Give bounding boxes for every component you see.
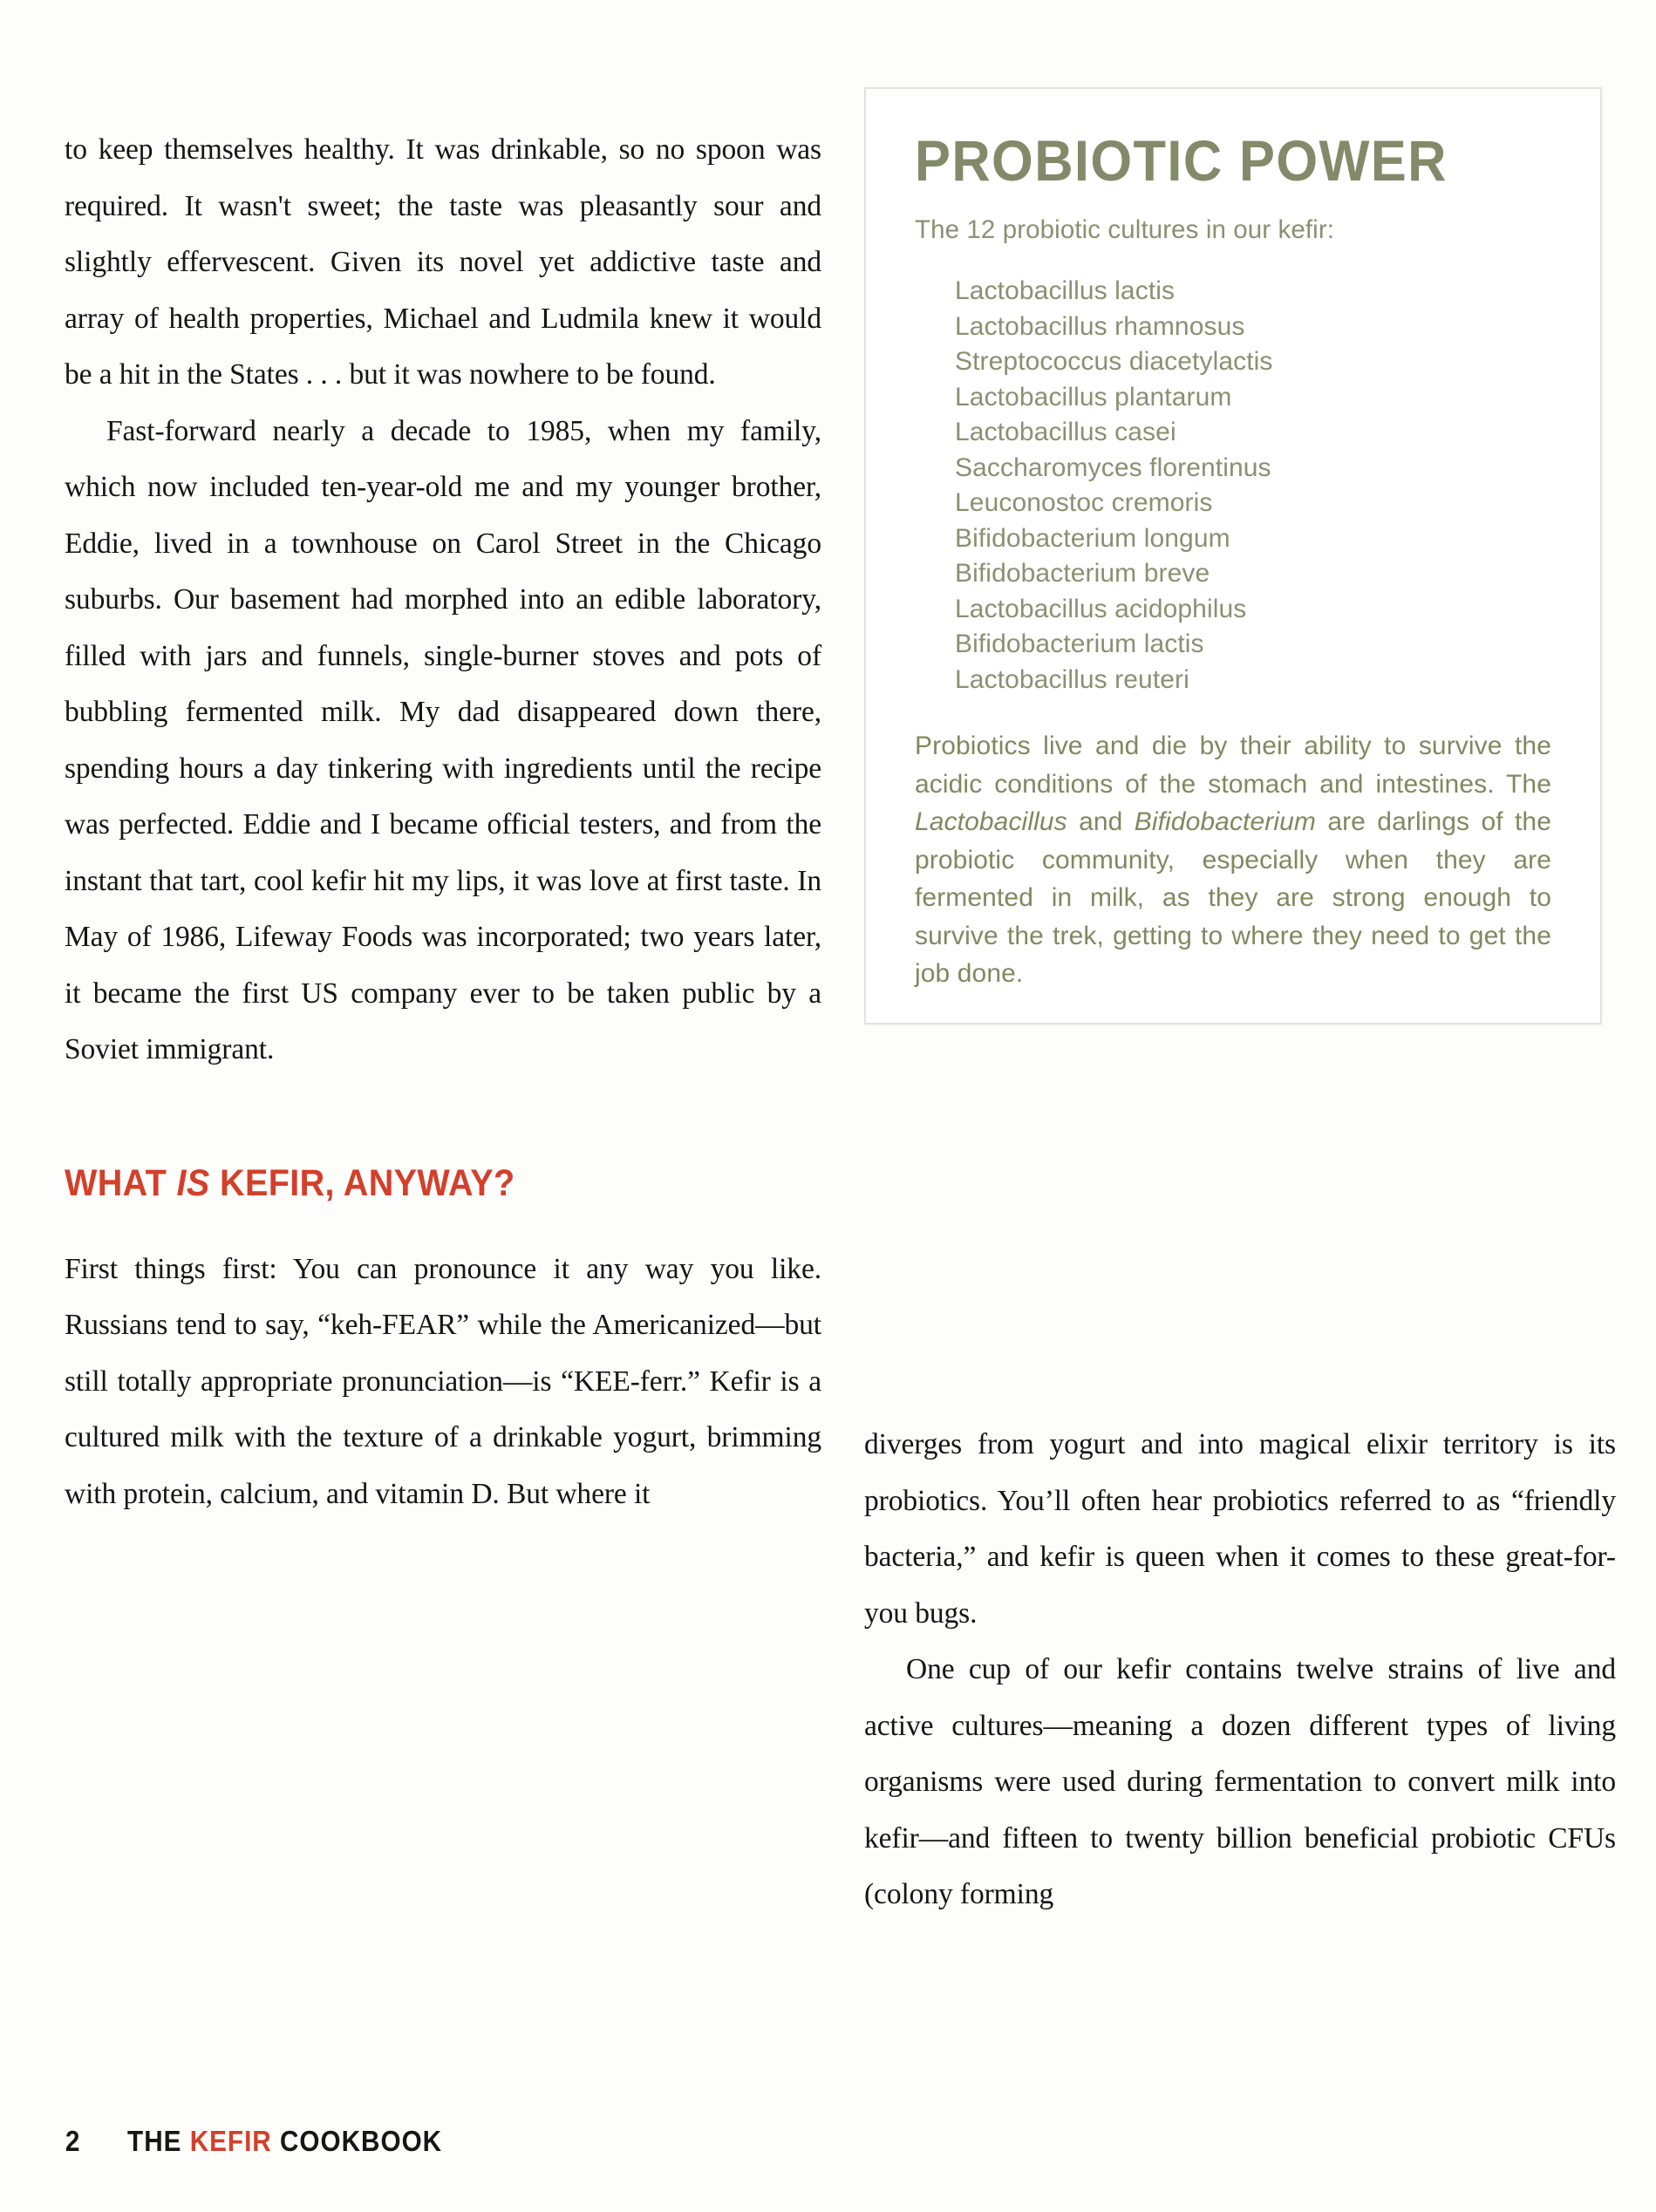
note-italic-bifidobacterium: Bifidobacterium bbox=[1134, 807, 1316, 836]
note-part-1: Probiotics live and die by their ability to survive the acidic conditions of the stomach and intestines. The bbox=[915, 732, 1551, 799]
list-item: Bifidobacterium breve bbox=[955, 559, 1210, 588]
list-item: Lactobacillus plantarum bbox=[955, 382, 1232, 412]
list-item: Lactobacillus reuteri bbox=[955, 664, 1189, 694]
page-footer bbox=[65, 2125, 460, 2158]
page-number: 2 bbox=[65, 2125, 80, 2157]
sidebar-title: PROBIOTIC POWER bbox=[915, 128, 1448, 193]
note-part-2: and bbox=[1067, 807, 1135, 836]
running-head-before: THE bbox=[127, 2125, 182, 2157]
list-item: Leuconostoc cremoris bbox=[955, 488, 1213, 517]
right-text-column bbox=[864, 1417, 1616, 1923]
list-item: Lactobacillus lactis bbox=[955, 276, 1176, 305]
probiotic-culture-list bbox=[915, 274, 1551, 698]
list-item: Bifidobacterium longum bbox=[955, 523, 1230, 553]
section-heading-what-is-kefir bbox=[65, 1162, 761, 1205]
paragraph-continuation: to keep themselves healthy. It was drinkable, so no spoon was required. It wasn't sweet; the taste was pleasantly sour and slightly effervescent. Given its novel yet addictive taste and array of health properties, Michael and Ludmila knew it would be a hit in the States . . . but it was nowhere to be found. bbox=[65, 133, 821, 391]
list-item: Lactobacillus rhamnosus bbox=[955, 311, 1245, 341]
left-text-column bbox=[65, 122, 821, 1522]
paragraph-fast-forward: Fast-forward nearly a decade to 1985, when my family, which now included ten-year-old me and my younger brother, Eddie, lived in a townhouse on Carol Street in the Chicago suburbs. Our basement had morphed into an edible laboratory, filled with jars and funnels, single-burner stoves and pots of bubbling fermented milk. My dad disappeared down there, spending hours a day tinkering with ingredients until the recipe was perfected. Eddie and I became official testers, and from the instant that tart, cool kefir hit my lips, it was love at first taste. In May of 1986, Lifeway Foods was incorporated; two years later, it became the first US company ever to be taken public by a Soviet immigrant. bbox=[65, 414, 821, 1065]
paragraph-one-cup: One cup of our kefir contains twelve strains of live and active cultures—meaning a dozen different types of living organisms were used during fermentation to convert milk into kefir—and fifteen to twenty billion beneficial probiotic CFUs (colony forming bbox=[864, 1653, 1616, 1910]
paragraph-pronunciation: First things first: You can pronounce it any way you like. Russians tend to say, “keh-FEAR” while the Americanized—but still totally appropriate pronunciation—is “KEE-ferr.” Kefir is a cultured milk with the texture of a drinkable yogurt, brimming with protein, calcium, and vitamin D. But where it bbox=[65, 1252, 821, 1510]
list-item: Saccharomyces florentinus bbox=[955, 453, 1271, 482]
list-item: Bifidobacterium lactis bbox=[955, 630, 1204, 658]
list-item: Lactobacillus acidophilus bbox=[955, 594, 1247, 623]
heading-part-italic: IS bbox=[176, 1161, 210, 1204]
right-column-top bbox=[864, 87, 1602, 1024]
running-head-after: COOKBOOK bbox=[280, 2125, 443, 2157]
sidebar-note bbox=[915, 727, 1551, 993]
list-item: Lactobacillus casei bbox=[955, 418, 1176, 446]
list-item: Streptococcus diacetylactis bbox=[955, 347, 1273, 376]
note-part-3: are darlings of the probiotic community, especially when they are fermented in milk, as they are strong enough to survive the trek, getting to where they need to get the job done. bbox=[915, 807, 1551, 988]
heading-part-before: WHAT bbox=[65, 1161, 177, 1204]
note-italic-lactobacillus: Lactobacillus bbox=[915, 807, 1067, 836]
sidebar-subtitle: The 12 probiotic cultures in our kefir: bbox=[915, 215, 1335, 244]
running-head-accent: KEFIR bbox=[190, 2125, 273, 2157]
paragraph-diverges: diverges from yogurt and into magical elixir territory is its probiotics. You’ll often hear probiotics referred to as “friendly bacteria,” and kefir is queen when it comes to these great-for-you bugs. bbox=[864, 1428, 1616, 1630]
section-heading-block bbox=[65, 1162, 821, 1205]
running-head bbox=[127, 2125, 442, 2158]
heading-part-after: KEFIR, ANYWAY? bbox=[209, 1161, 515, 1204]
probiotic-power-sidebar bbox=[864, 87, 1602, 1024]
